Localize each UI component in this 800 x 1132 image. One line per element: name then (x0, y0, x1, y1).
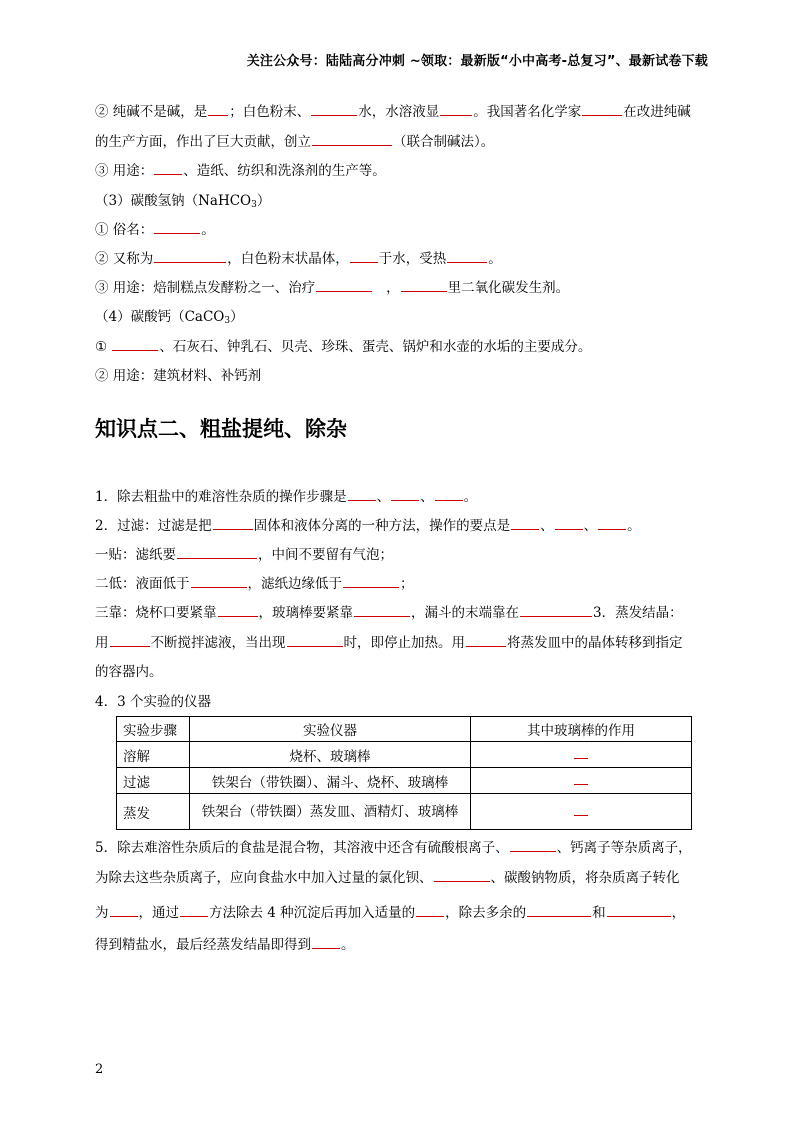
page-header: 关注公众号：陆陆高分冲刺 ~领取：最新版“小中高考-总复习”、最新试卷下载 (246, 54, 708, 69)
answer-blank[interactable] (154, 222, 200, 234)
table-cell-step: 过滤 (117, 768, 190, 794)
text-line: 用 不断搅拌滤液，当出现 时，即停止加热。用 将蒸发皿中的晶体转移到指定 (95, 635, 683, 651)
text-line: 得到精盐水，最后经蒸发结晶即得到 。 (95, 937, 355, 953)
table-header: 其中玻璃棒的作用 (471, 717, 692, 742)
answer-blank[interactable] (311, 104, 357, 116)
table-header: 实验步骤 (117, 717, 190, 742)
answer-blank[interactable] (555, 518, 583, 530)
answer-blank[interactable] (607, 905, 671, 917)
text-line: 一贴：滤纸要 ，中间不要留有气泡； (95, 547, 393, 563)
text-line: ② 又称为 ，白色粉末状晶体， 于水，受热 。 (95, 251, 502, 267)
answer-blank[interactable] (391, 489, 419, 501)
answer-blank[interactable] (112, 339, 158, 351)
answer-blank[interactable] (435, 489, 463, 501)
answer-blank[interactable] (416, 905, 444, 917)
text-line: 4．3 个实验的仪器 (95, 694, 211, 710)
answer-blank[interactable] (312, 134, 392, 146)
answer-blank[interactable] (208, 104, 228, 116)
answer-blank[interactable] (511, 518, 539, 530)
answer-blank[interactable] (218, 605, 258, 617)
text-line: ② 用途：建筑材料、补钙剂 (95, 368, 262, 384)
answer-blank[interactable] (154, 163, 182, 175)
answer-blank[interactable] (316, 280, 372, 292)
answer-blank[interactable] (287, 635, 343, 647)
answer-blank[interactable] (447, 251, 487, 263)
text-line: ① 、石灰石、钟乳石、贝壳、珍珠、蛋壳、锅炉和水壶的水垢的主要成分。 (95, 339, 592, 355)
text-line: （3）碳酸氢钠（NaHCO$_3$） (95, 193, 271, 210)
answer-blank[interactable] (440, 104, 472, 116)
answer-blank[interactable] (110, 905, 138, 917)
table-cell-answer[interactable] (471, 768, 692, 794)
answer-blank[interactable] (177, 547, 257, 559)
text-line: （4）碳酸钙（CaCO$_3$） (95, 309, 244, 326)
table-cell-tools: 铁架台（带铁圈）蒸发皿、酒精灯、玻璃棒 (190, 794, 471, 830)
table-cell-step: 溶解 (117, 742, 190, 768)
instrument-table (116, 716, 692, 830)
answer-blank[interactable] (401, 280, 447, 292)
text-line: 三靠：烧杯口要紧靠 ，玻璃棒要紧靠 ，漏斗的末端靠在 3．蒸发结晶： (95, 605, 683, 621)
text-line: ③ 用途： 、造纸、纺织和洗涤剂的生产等。 (95, 163, 386, 179)
table-row (117, 768, 692, 794)
answer-blank[interactable] (527, 905, 591, 917)
table-cell-answer[interactable] (471, 794, 692, 830)
answer-blank[interactable] (154, 251, 226, 263)
answer-blank[interactable] (180, 905, 208, 917)
table-cell-answer[interactable] (471, 742, 692, 768)
page-number: 2 (95, 1062, 104, 1077)
answer-blank[interactable] (110, 635, 150, 647)
answer-blank[interactable] (348, 489, 376, 501)
answer-blank[interactable] (354, 605, 410, 617)
answer-blank[interactable] (312, 937, 340, 949)
answer-blank[interactable] (191, 576, 247, 588)
answer-blank[interactable] (343, 576, 399, 588)
answer-blank[interactable] (574, 748, 588, 759)
text-line: 为除去这些杂质离子，应向食盐水中加入过量的氯化钡、 、碳酸钠物质，将杂质离子转化 (95, 870, 680, 886)
answer-blank[interactable] (466, 635, 506, 647)
answer-blank[interactable] (574, 805, 588, 816)
answer-blank[interactable] (213, 518, 253, 530)
text-line: 2．过滤：过滤是把 固体和液体分离的一种方法，操作的要点是 、 、 。 (95, 518, 641, 534)
table-cell-tools: 铁架台（带铁圈）、漏斗、烧杯、玻璃棒 (190, 768, 471, 794)
answer-blank[interactable] (582, 104, 622, 116)
text-line: 5．除去难溶性杂质后的食盐是混合物，其溶液中还含有硫酸根离子、 、钙离子等杂质离子， (95, 840, 692, 856)
answer-blank[interactable] (598, 518, 626, 530)
answer-blank[interactable] (434, 870, 490, 882)
answer-blank[interactable] (350, 251, 378, 263)
text-line: ① 俗名： 。 (95, 222, 215, 238)
table-row (117, 794, 692, 830)
text-line: ③ 用途：焙制糕点发酵粉之一、治疗 ， 里二氧化碳发生剂。 (95, 280, 570, 296)
text-line: 二低：液面低于 ，滤纸边缘低于 ； (95, 576, 414, 592)
table-header-row (117, 717, 692, 742)
text-line: 的生产方面，作出了巨大贡献，创立 （联合制碱法）。 (95, 134, 495, 150)
section-heading: 知识点二、粗盐提纯、除杂 (95, 417, 347, 441)
text-line: 1．除去粗盐中的难溶性杂质的操作步骤是 、 、 。 (95, 489, 478, 505)
answer-blank[interactable] (520, 605, 592, 617)
answer-blank[interactable] (510, 840, 556, 852)
text-line: 的容器内。 (95, 664, 163, 680)
text-line: 为 ，通过 方法除去 4 种沉淀后再加入适量的 ，除去多余的 和 ， (95, 905, 686, 921)
table-cell-tools: 烧杯、玻璃棒 (190, 742, 471, 768)
text-line: ② 纯碱不是碱，是 ；白色粉末、 水，水溶液显 。我国著名化学家 在改进纯碱 (95, 104, 691, 120)
table-row (117, 742, 692, 768)
answer-blank[interactable] (574, 774, 588, 785)
table-header: 实验仪器 (190, 717, 471, 742)
table-cell-step: 蒸发 (117, 794, 190, 830)
